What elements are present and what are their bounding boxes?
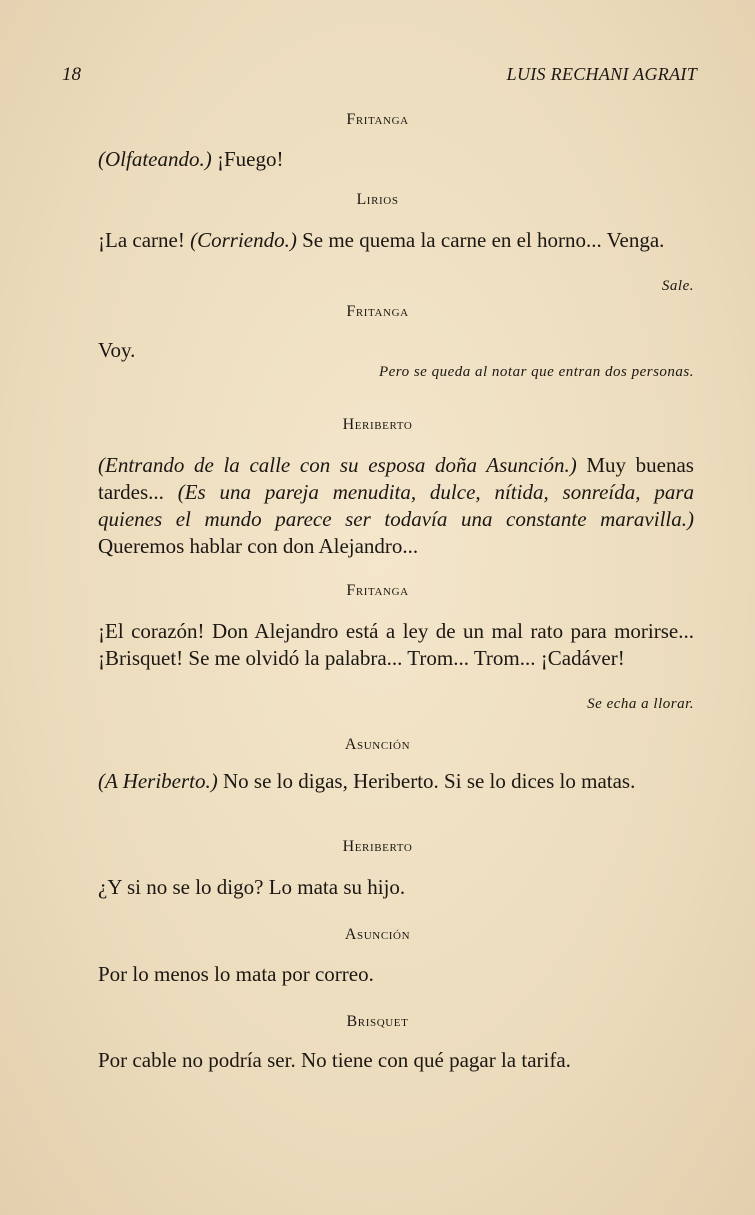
stage-direction: Pero se queda al notar que entran dos personas. — [378, 364, 694, 380]
speaker-name: Fritanga — [346, 303, 409, 320]
dialogue-text: Se me quema la carne en el horno... Venga. — [296, 228, 665, 252]
dialogue-text: ¡El corazón! Don Alejandro está a ley de un mal rato para morirse... ¡Brisquet! Se me olvidó la palabra... Trom... Trom... ¡Cadáver! — [98, 619, 694, 670]
dialogue-line — [98, 452, 694, 560]
dialogue-text: ¿Y si no se lo digo? Lo mata su hijo. — [98, 875, 406, 899]
speaker-name: Heriberto — [342, 838, 413, 855]
stage-direction: Se echa a llorar. — [587, 696, 694, 712]
dialogue-text: No se lo digas, Heriberto. Si se lo dices lo matas. — [217, 769, 636, 793]
stage-direction-inline: (Entrando de la calle con su esposa doña Asunción.) — [98, 453, 577, 477]
dialogue-line — [98, 227, 694, 254]
dialogue-text: Por lo menos lo mata por correo. — [98, 962, 374, 986]
speaker-name: Heriberto — [342, 416, 413, 433]
stage-direction: Sale. — [661, 278, 694, 294]
dialogue-line — [98, 768, 694, 795]
speaker-name: Asunción — [344, 736, 411, 753]
dialogue-text: Voy. — [98, 338, 136, 362]
dialogue-line — [98, 1047, 694, 1074]
stage-direction-inline: (A Heriberto.) — [98, 769, 218, 793]
stage-direction-inline: (Es una pareja menudita, dulce, nítida, sonreída, para quienes el mundo parece ser todavía una constante maravilla.) — [98, 480, 694, 531]
page-number: 18 — [62, 64, 81, 85]
dialogue-line — [98, 961, 694, 988]
speaker-name: Brisquet — [346, 1013, 409, 1030]
dialogue-text: Muy buenas tardes... — [98, 453, 694, 504]
speaker-name: Fritanga — [346, 111, 409, 128]
dialogue-line — [98, 337, 694, 364]
stage-direction-inline: (Corriendo.) — [190, 228, 297, 252]
dialogue-text: ¡Fuego! — [211, 147, 284, 171]
dialogue-text: Queremos hablar con don Alejandro... — [98, 534, 419, 558]
dialogue-line — [98, 618, 694, 672]
dialogue-text: ¡La carne! — [98, 228, 191, 252]
dialogue-text: Por cable no podría ser. No tiene con qué pagar la tarifa. — [98, 1048, 571, 1072]
stage-direction-inline: (Olfateando.) — [98, 147, 212, 171]
speaker-name: Asunción — [344, 926, 411, 943]
dialogue-line — [98, 874, 694, 901]
speaker-name: Fritanga — [346, 582, 409, 599]
running-head-author: LUIS RECHANI AGRAIT — [506, 64, 697, 84]
speaker-name: Lirios — [356, 191, 399, 208]
dialogue-line — [98, 146, 694, 173]
